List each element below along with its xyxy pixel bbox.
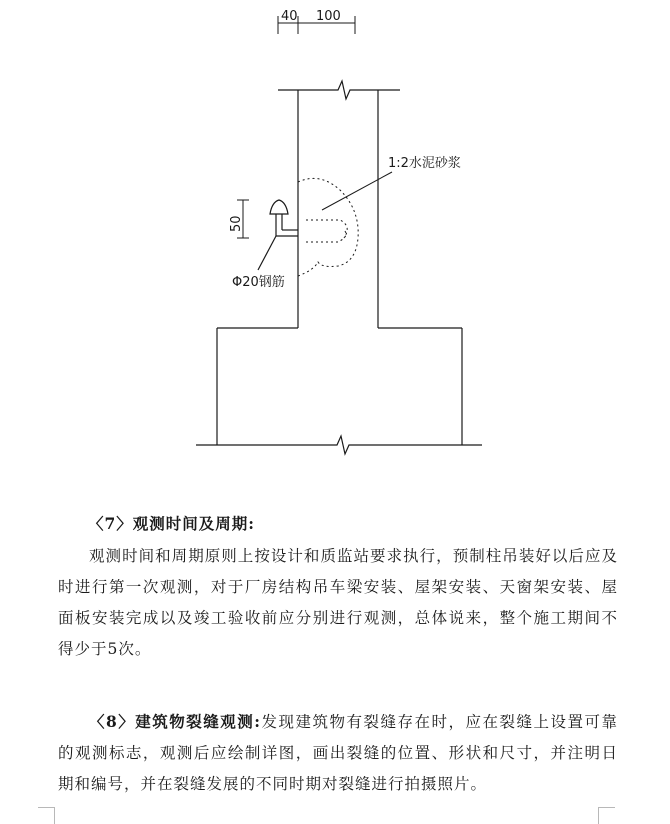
page-corner-mark-right — [598, 807, 615, 824]
section-8-paragraph — [58, 706, 618, 800]
section-8-body: 发现建筑物有裂缝存在时，应在裂缝上设置可靠的观测标志，观测后应绘制详图，画出裂缝的位置、形状和尺寸，并注明日期和编号，并在裂缝发展的不同时期对裂缝进行拍摄照片。 — [58, 713, 618, 793]
column-outline — [278, 81, 400, 328]
section-8-heading: 〈8〉建筑物裂缝观测: — [89, 712, 261, 731]
grout-label: 1:2水泥砂浆 — [388, 156, 461, 171]
grout-leader-line — [322, 172, 392, 210]
dim-label-100: 100 — [316, 9, 341, 24]
footing-outline — [196, 328, 482, 454]
section-7-heading: 〈7〉观测时间及周期: — [88, 514, 256, 533]
rebar-label: Φ20钢筋 — [232, 275, 285, 290]
dim-label-40: 40 — [281, 9, 298, 24]
page-corner-mark-left — [38, 807, 55, 824]
section-7-body: 观测时间和周期原则上按设计和质监站要求执行，预制柱吊装好以后应及时进行第一次观测，对于厂房结构吊车梁安装、屋架安装、天窗架安装、屋面板安装完成以及竣工验收前应分别进行观测，总体说来，整个施工期间不得少于5次。 — [58, 547, 618, 658]
grout-zone — [298, 178, 358, 276]
rebar-marker — [258, 200, 298, 270]
dim-label-50: 50 — [229, 215, 244, 232]
